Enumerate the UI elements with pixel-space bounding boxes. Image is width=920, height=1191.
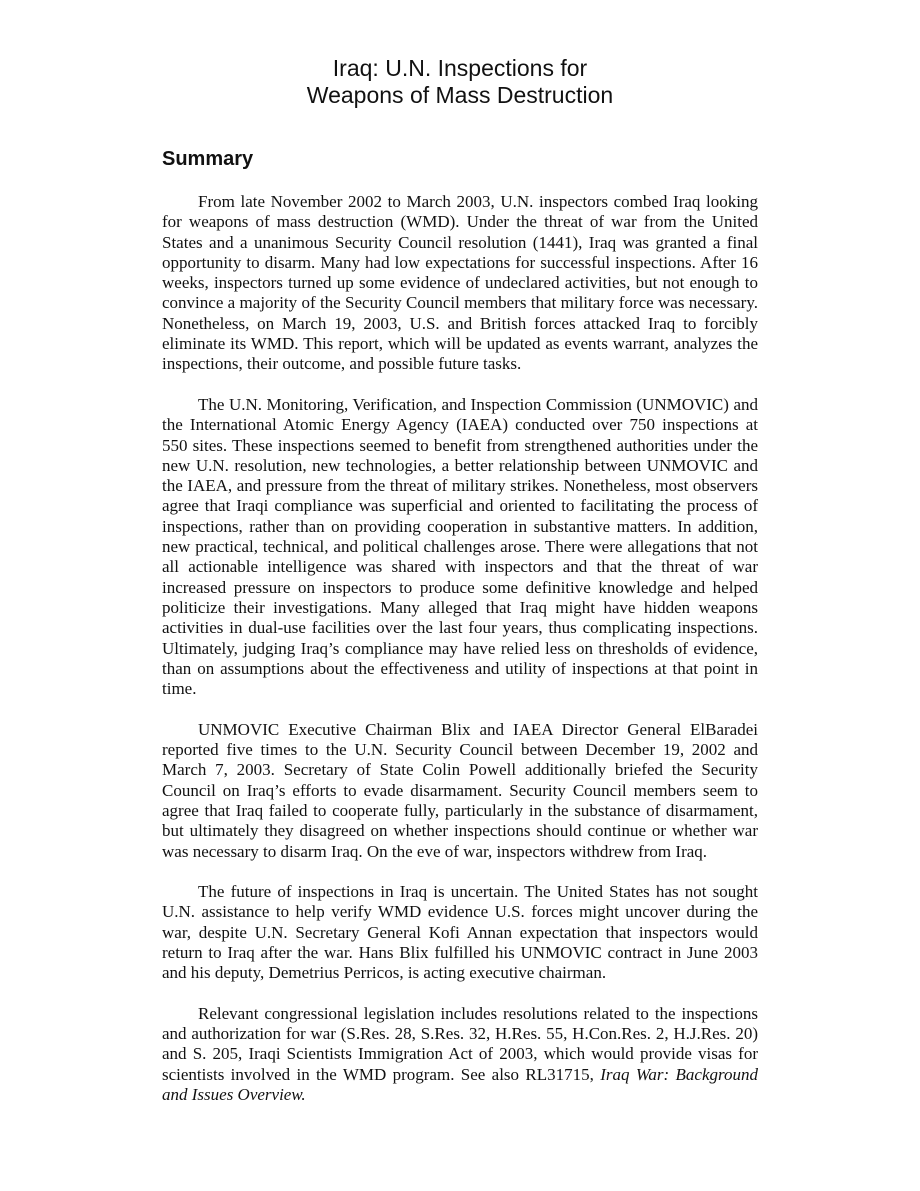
report-title-reference: Iraq War: Background and Issues Overview.: [162, 1064, 758, 1105]
section-heading-summary: Summary: [162, 148, 254, 170]
summary-body: [162, 192, 758, 1105]
paragraph-5-text: Relevant congressional legislation includes resolutions related to the inspections and authorization for war (S.Res. 28, S.Res. 32, H.Res. 55, H.Con.Res. 2, H.J.Res. 20) and S. 205, Iraqi Scientists Immigration Act of 2003, which would provide visas for scientists involved in the WMD program. See also RL31715,: [162, 1003, 758, 1084]
title-line-1: Iraq: U.N. Inspections for: [332, 55, 588, 81]
paragraph-5: [162, 1004, 758, 1105]
paragraph-4: The future of inspections in Iraq is uncertain. The United States has not sought U.N. assistance to help verify WMD evidence U.S. forces might uncover during the war, despite U.N. Secretary General Kofi Annan expectation that inspectors would return to Iraq after the war. Hans Blix fulfilled his UNMOVIC contract in June 2003 and his deputy, Demetrius Perricos, is acting executive chairman.: [162, 882, 758, 983]
paragraph-2: The U.N. Monitoring, Verification, and Inspection Commission (UNMOVIC) and the International Atomic Energy Agency (IAEA) conducted over 750 inspections at 550 sites. These inspections seemed to benefit from strengthened authorities under the new U.N. resolution, new technologies, a better relationship between UNMOVIC and the IAEA, and pressure from the threat of military strikes. Nonetheless, most observers agree that Iraqi compliance was superficial and oriented to facilitating the process of inspections, rather than on providing cooperation in substantive matters. In addition, new practical, technical, and political challenges arose. There were allegations that not all actionable intelligence was shared with inspectors and that the threat of war increased pressure on inspectors to produce some definitive knowledge and helped politicize their investigations. Many alleged that Iraq might have hidden weapons activities in dual-use facilities over the last four years, thus complicating inspections. Ultimately, judging Iraq’s compliance may have relied less on thresholds of evidence, than on assumptions about the effectiveness and utility of inspections at that point in time.: [162, 394, 758, 699]
document-title: [0, 55, 920, 109]
title-line-2: Weapons of Mass Destruction: [306, 82, 614, 108]
paragraph-3: UNMOVIC Executive Chairman Blix and IAEA Director General ElBaradei reported five times to the U.N. Security Council between December 19, 2002 and March 7, 2003. Secretary of State Colin Powell additionally briefed the Security Council on Iraq’s efforts to evade disarmament. Security Council members seem to agree that Iraq failed to cooperate fully, particularly in the substance of disarmament, but ultimately they disagreed on whether inspections should continue or whether war was necessary to disarm Iraq. On the eve of war, inspectors withdrew from Iraq.: [162, 719, 758, 861]
paragraph-1: From late November 2002 to March 2003, U.N. inspectors combed Iraq looking for weapons of mass destruction (WMD). Under the threat of war from the United States and a unanimous Security Council resolution (1441), Iraq was granted a final opportunity to disarm. Many had low expectations for successful inspections. After 16 weeks, inspectors turned up some evidence of undeclared activities, but not enough to convince a majority of the Security Council members that military force was necessary. Nonetheless, on March 19, 2003, U.S. and British forces attacked Iraq to forcibly eliminate its WMD. This report, which will be updated as events warrant, analyzes the inspections, their outcome, and possible future tasks.: [162, 192, 758, 374]
